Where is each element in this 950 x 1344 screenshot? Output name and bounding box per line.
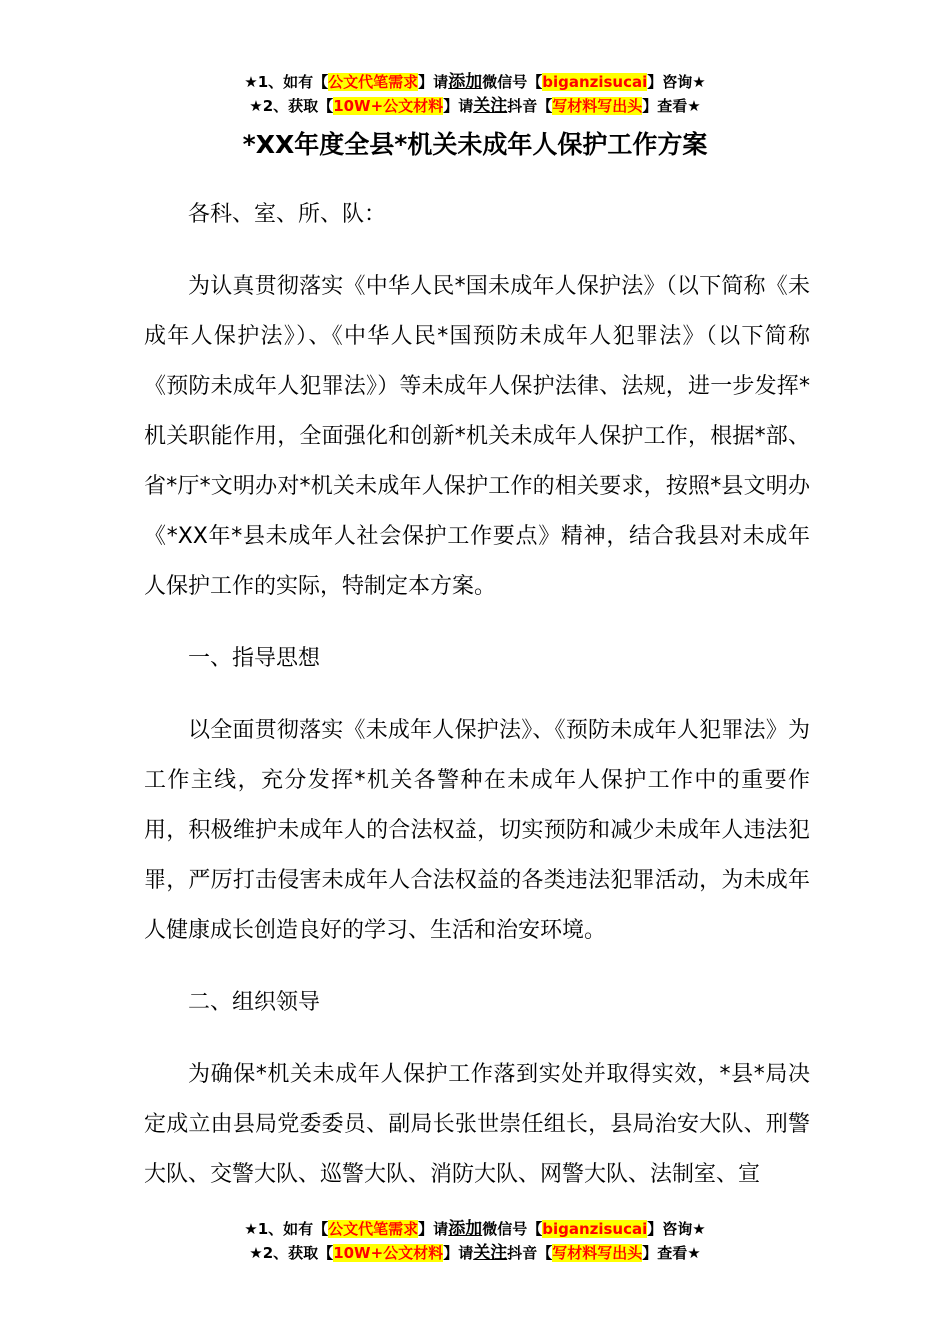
section-2-heading: 二、组织领导 [188, 990, 321, 1015]
banner-text: 抖音【 [507, 97, 553, 115]
section-1-heading: 一、指导思想 [188, 646, 321, 671]
banner-text: 】请 [418, 73, 449, 91]
banner-text: 】咨询★ [647, 73, 706, 91]
banner-highlight: biganzisucai [542, 73, 648, 91]
banner-highlight: 写材料写出头 [552, 97, 643, 115]
banner-line-1 [0, 70, 950, 94]
banner-text: ★2、获取【 [249, 97, 334, 115]
banner-text: 】查看★ [642, 97, 701, 115]
banner-line-2 [0, 94, 950, 118]
section-1-paragraph: 以全面贯彻落实《未成年人保护法》、《预防未成年人犯罪法》为工作主线，充分发挥*机关各警种在未成年人保护工作中的重要作用，积极维护未成年人的合法权益，切实预防和减少未成年人违法犯罪，严厉打击侵害未成年人合法权益的各类违法犯罪活动，为未成年人健康成长创造良好的学习、生活和治安环境。 [144, 718, 810, 943]
top-banner [0, 70, 950, 118]
banner-highlight: 写材料写出头 [552, 1244, 643, 1262]
banner-highlight: 10W+公文材料 [333, 1244, 444, 1262]
intro-paragraph: 为认真贯彻落实《中华人民*国未成年人保护法》（以下简称《未成年人保护法》）、《中华人民*国预防未成年人犯罪法》（以下简称《预防未成年人犯罪法》）等未成年人保护法律、法规，进一步发挥*机关职能作用，全面强化和创新*机关未成年人保护工作，根据*部、省*厅*文明办对*机关未成年人保护工作的相关要求，按照*县文明办《*XX年*县未成年人社会保护工作要点》精神，结合我县对未成年人保护工作的实际，特制定本方案。 [144, 274, 810, 599]
section-2-paragraph: 为确保*机关未成年人保护工作落到实处并取得实效，*县*局决定成立由县局党委委员、副局长张世崇任组长，县局治安大队、刑警大队、交警大队、巡警大队、消防大队、网警大队、法制室、宣 [144, 1062, 810, 1187]
banner-text: 抖音【 [507, 1244, 553, 1262]
banner-line-1 [0, 1217, 950, 1241]
banner-text: 】请 [418, 1220, 449, 1238]
banner-highlight: 公文代笔需求 [328, 73, 419, 91]
banner-text: 】查看★ [642, 1244, 701, 1262]
banner-line-2 [0, 1241, 950, 1265]
banner-highlight: 公文代笔需求 [328, 1220, 419, 1238]
banner-text: ★1、如有【 [244, 73, 329, 91]
banner-text: ★1、如有【 [244, 1220, 329, 1238]
banner-text: 微信号【 [482, 73, 543, 91]
banner-underline: 关注 [473, 1243, 508, 1263]
bottom-banner [0, 1217, 950, 1265]
banner-underline: 添加 [448, 72, 483, 92]
banner-text: 】请 [443, 97, 474, 115]
salutation: 各科、室、所、队： [188, 202, 387, 227]
banner-text: 微信号【 [482, 1220, 543, 1238]
banner-text: ★2、获取【 [249, 1244, 334, 1262]
banner-underline: 添加 [448, 1219, 483, 1239]
banner-highlight: 10W+公文材料 [333, 97, 444, 115]
banner-underline: 关注 [473, 96, 508, 116]
document-title: *XX年度全县*机关未成年人保护工作方案 [242, 130, 708, 159]
banner-highlight: biganzisucai [542, 1220, 648, 1238]
banner-text: 】请 [443, 1244, 474, 1262]
document-body [144, 190, 810, 1200]
banner-text: 】咨询★ [647, 1220, 706, 1238]
